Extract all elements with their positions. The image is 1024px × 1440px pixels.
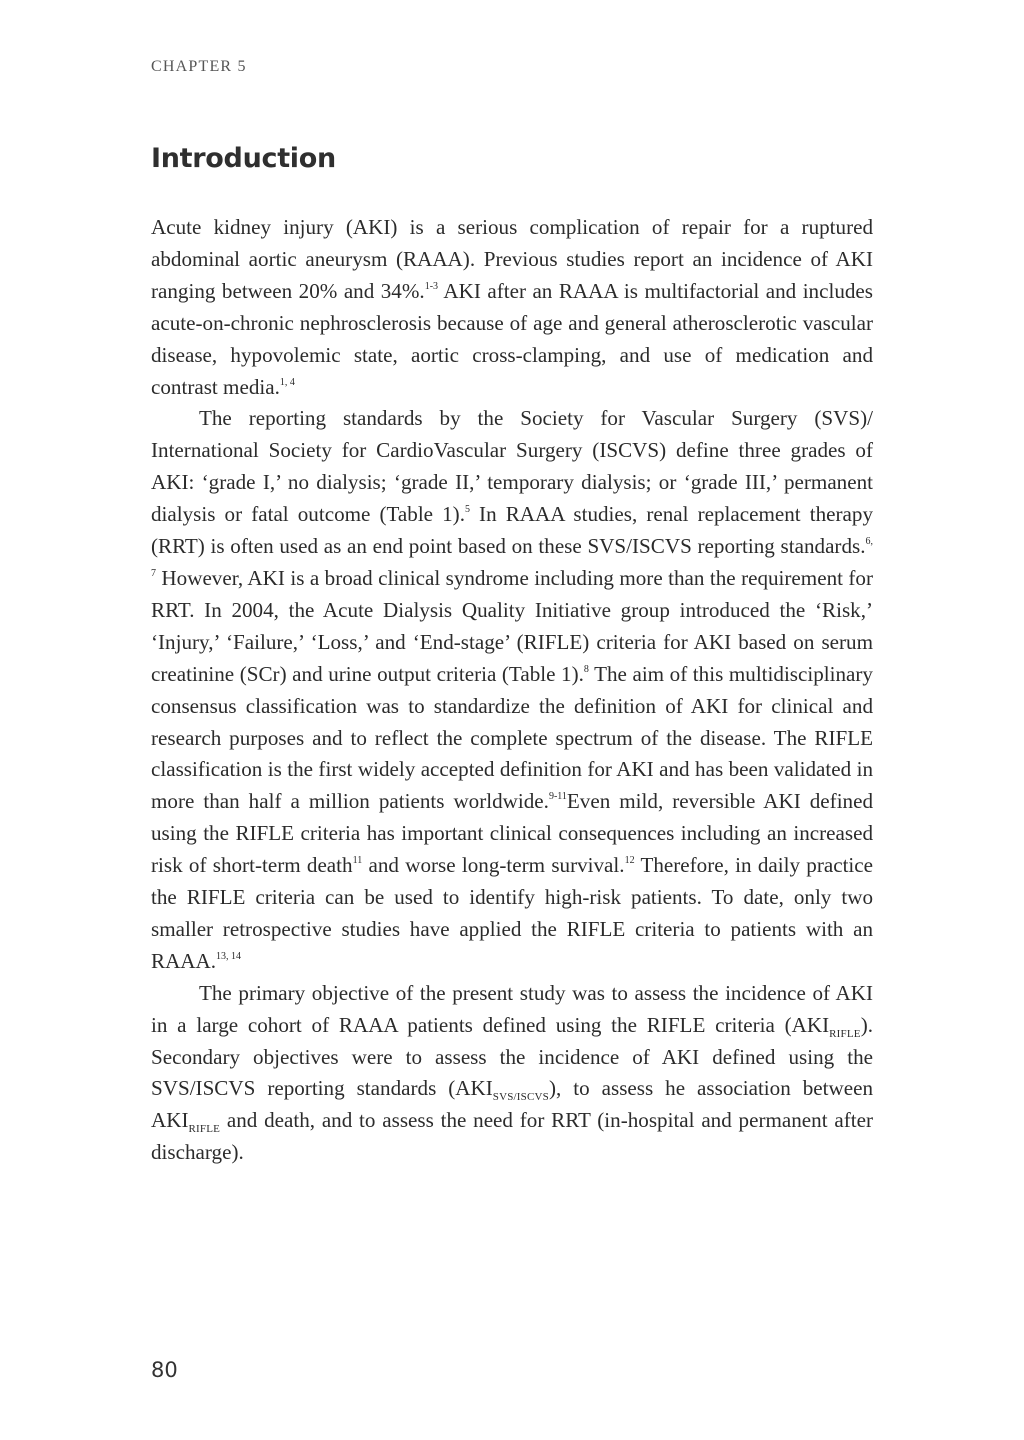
text-run: ), to assess he association between AKI <box>151 1076 874 1133</box>
citation-superscript: 9-11 <box>548 791 567 803</box>
paragraph-3 <box>151 978 873 1169</box>
body-text <box>151 212 873 1169</box>
text-run: The reporting standards by the Society for Vascular Surgery (SVS)/ International Society for CardioVascular Surgery (ISCVS) define three grades of AKI: ‘grade I,’ no dialysis; ‘grade II,’ temporary dialysis; or ‘grade III,’ permanent dialysis or fatal outcome (Table 1). <box>151 406 873 527</box>
subscript: RIFLE <box>188 1123 221 1136</box>
text-run: and worse long-term survival. <box>362 853 625 878</box>
citation-superscript: 1, 4 <box>279 376 295 388</box>
citation-superscript: 8 <box>583 663 589 675</box>
page-number: 80 <box>151 1358 178 1382</box>
text-run: AKI after an RAAA is multifactorial and includes acute-on-chronic nephrosclerosis because of age and general atherosclerotic vascular disease, hypovolemic state, aortic cross-clamping, and use of medication and contrast media. <box>151 278 873 399</box>
text-run: However, AKI is a broad clinical syndrome including more than the requirement for RRT. In 2004, the Acute Dialysis Quality Initiative group introduced the ‘Risk,’ ‘Injury,’ ‘Failure,’ ‘Loss,’ and ‘End-stage’ (RIFLE) criteria for AKI based on serum creatinine (SCr) and urine output criteria (Table 1). <box>151 565 873 686</box>
text-run: Even mild, reversible AKI defined using the RIFLE criteria has important clinical consequences including an increased risk of short-term death <box>151 789 874 878</box>
citation-superscript: 5 <box>464 504 470 516</box>
section-title: Introduction <box>151 143 336 174</box>
citation-superscript: 1-3 <box>424 280 439 292</box>
subscript: SVS/ISCVS <box>492 1091 549 1104</box>
paragraph-1 <box>151 212 873 403</box>
text-run: ). Secondary objectives were to assess the incidence of AKI defined using the SVS/ISCVS reporting standards (AKI <box>151 1012 873 1101</box>
running-head: CHAPTER 5 <box>151 58 247 75</box>
citation-superscript: 13, 14 <box>216 950 242 962</box>
subscript: RIFLE <box>829 1027 861 1040</box>
citation-superscript: 12 <box>624 855 635 867</box>
text-run: and death, and to assess the need for RRT (in-hospital and permanent after discharge). <box>151 1108 873 1165</box>
citation-superscript: 6, 7 <box>151 536 873 579</box>
text-run: Acute kidney injury (AKI) is a serious complication of repair for a ruptured abdominal aortic aneurysm (RAAA). Previous studies report an incidence of AKI ranging between 20% and 34%. <box>151 215 873 303</box>
text-run: The aim of this multidisciplinary consensus classification was to standardize the definition of AKI for clinical and research purposes and to reflect the complete spectrum of the disease. The RIFLE classification is the first widely accepted definition for AKI and has been validated in more than half a million patients worldwide. <box>151 661 873 814</box>
citation-superscript: 11 <box>352 855 363 867</box>
text-run: Therefore, in daily practice the RIFLE criteria can be used to identify high-risk patients. To date, only two smaller retrospective studies have applied the RIFLE criteria to patients with an RAAA. <box>151 853 874 973</box>
paragraph-2 <box>151 403 873 977</box>
text-run: In RAAA studies, renal replacement therapy (RRT) is often used as an end point based on these SVS/ISCVS reporting standards. <box>151 502 873 559</box>
text-run: The primary objective of the present study was to assess the incidence of AKI in a large cohort of RAAA patients defined using the RIFLE criteria (AKI <box>151 980 873 1037</box>
